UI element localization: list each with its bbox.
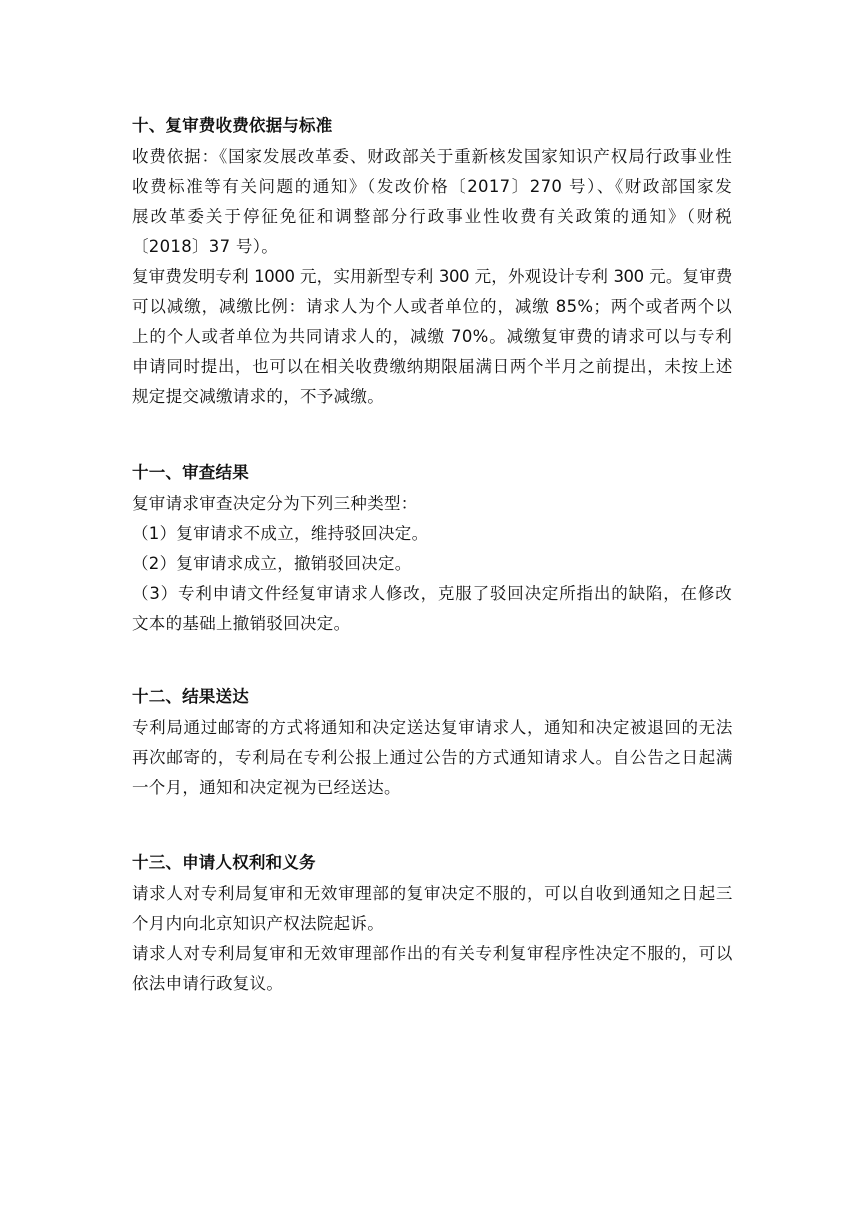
paragraph (132, 549, 732, 579)
text-line: （2）复审请求成立，撤销驳回决定。 (132, 554, 412, 573)
section-applicant-rights (132, 851, 732, 999)
text-line: 一个月，通知和决定视为已经送达。 (132, 778, 401, 797)
text-line: 申请同时提出，也可以在相关收费缴纳期限届满日两个半月之前提出，未按上述 (132, 357, 732, 376)
text-line: （1）复审请求不成立，维持驳回决定。 (132, 524, 429, 543)
paragraph (132, 879, 732, 939)
text-line: 文本的基础上撤销驳回决定。 (132, 614, 351, 633)
section-heading: 十三、申请人权利和义务 (132, 853, 316, 872)
section-heading: 十、复审费收费依据与标准 (132, 116, 333, 135)
section-fee-basis (132, 114, 732, 412)
section-review-results (132, 461, 732, 639)
paragraph (132, 939, 732, 999)
text-line: 个月内向北京知识产权法院起诉。 (132, 914, 384, 933)
text-line: 复审费发明专利 1000 元，实用新型专利 300 元，外观设计专利 300 元。复审费 (132, 267, 732, 286)
text-line: 上的个人或者单位为共同请求人的，减缴 70%。减缴复审费的请求可以与专利 (132, 327, 732, 346)
section-heading: 十二、结果送达 (132, 687, 249, 706)
text-line: 〔2018〕37 号）。 (132, 237, 279, 256)
text-line: （3）专利申请文件经复审请求人修改，克服了驳回决定所指出的缺陷，在修改 (132, 584, 732, 603)
paragraph (132, 713, 732, 803)
text-line: 展改革委关于停征免征和调整部分行政事业性收费有关政策的通知》（财税 (132, 207, 732, 226)
text-line: 可以减缴，减缴比例：请求人为个人或者单位的，减缴 85%；两个或者两个以 (132, 297, 732, 316)
paragraph (132, 489, 732, 519)
paragraph (132, 142, 732, 262)
text-line: 收费依据：《国家发展改革委、财政部关于重新核发国家知识产权局行政事业性 (132, 147, 732, 166)
paragraph (132, 579, 732, 639)
text-line: 复审请求审查决定分为下列三种类型： (132, 494, 418, 513)
text-line: 再次邮寄的，专利局在专利公报上通过公告的方式通知请求人。自公告之日起满 (132, 748, 732, 767)
paragraph (132, 519, 732, 549)
text-line: 专利局通过邮寄的方式将通知和决定送达复审请求人，通知和决定被退回的无法 (132, 718, 732, 737)
text-line: 依法申请行政复议。 (132, 974, 284, 993)
paragraph (132, 262, 732, 412)
section-heading: 十一、审查结果 (132, 463, 249, 482)
text-line: 请求人对专利局复审和无效审理部作出的有关专利复审程序性决定不服的，可以 (132, 944, 732, 963)
text-line: 请求人对专利局复审和无效审理部的复审决定不服的，可以自收到通知之日起三 (132, 884, 732, 903)
section-result-delivery (132, 685, 732, 803)
text-line: 规定提交减缴请求的，不予减缴。 (132, 387, 384, 406)
text-line: 收费标准等有关问题的通知》（发改价格〔2017〕270 号）、《财政部国家发 (132, 177, 732, 196)
